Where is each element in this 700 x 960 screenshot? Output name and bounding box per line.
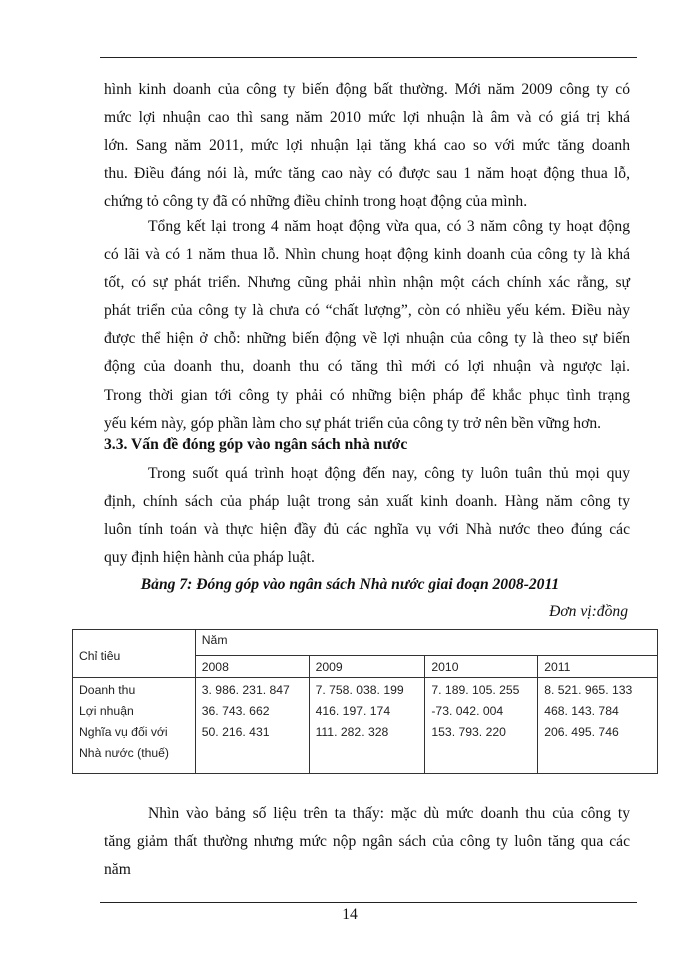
text-line: tốt, có sự phát triển. Nhưng cũng phải nhìn nhận một cách chính xác rằng, sự [104, 274, 630, 292]
value: 3. 986. 231. 847 [201, 683, 290, 697]
value-cell-2011 [538, 678, 658, 774]
text-line: định, chính sách của pháp luật trong sản xuất kinh doanh. Hàng năm công ty [104, 493, 630, 511]
text-line: hình kinh doanh của công ty biến động bất thường. Mới năm 2009 công ty có [104, 81, 630, 98]
year-cell: 2010 [425, 656, 538, 678]
paragraph-compliance [104, 460, 630, 572]
text-line: chứng tỏ công ty đã có những điều chỉnh trong hoạt động của mình. [104, 193, 528, 211]
text-line: Tổng kết lại trong 4 năm hoạt động vừa qua, có 3 năm công ty hoạt động [148, 218, 630, 235]
text-line: có lãi và có 1 năm thua lỗ. Nhìn chung hoạt động kinh doanh của công ty là khá [104, 246, 630, 264]
paragraph-summary [104, 213, 630, 438]
header-year-group-cell: Năm [195, 630, 657, 656]
value: 7. 189. 105. 255 [431, 683, 520, 697]
page-number: 14 [342, 906, 358, 923]
text-line: Trong suốt quá trình hoạt động đến nay, công ty luôn tuân thủ mọi quy [148, 465, 630, 482]
value-cell-2009 [309, 678, 425, 774]
budget-contribution-table [72, 629, 658, 774]
text-line: Nhìn vào bảng số liệu trên ta thấy: mặc dù mức doanh thu của công ty [148, 805, 630, 822]
value: -73. 042. 004 [431, 704, 504, 718]
text-line: yếu kém này, góp phần làm cho sự phát triển của công ty trở nên bền vững hơn. [104, 414, 602, 432]
row-label: Nhà nước (thuế) [79, 746, 169, 760]
text-line: luôn tính toán và thực hiện đầy đủ các nghĩa vụ với Nhà nước theo đúng các [104, 521, 630, 539]
value: 8. 521. 965. 133 [544, 683, 633, 697]
value: 50. 216. 431 [201, 725, 270, 739]
text-line: quy định hiện hành của pháp luật. [104, 549, 315, 567]
table-body-row [73, 678, 658, 774]
text-line: phát triển của công ty là chưa có “chất lượng”, còn có nhiều yếu kém. Điều này [104, 302, 630, 320]
value: 7. 758. 038. 199 [315, 683, 404, 697]
year-cell: 2009 [309, 656, 425, 678]
year-cell: 2011 [538, 656, 658, 678]
value: 468. 143. 784 [544, 704, 619, 718]
value: 416. 197. 174 [315, 704, 391, 718]
text-line: thu. Điều đáng nói là, mức tăng cao này có được sau 1 năm hoạt động thua lỗ, [104, 165, 630, 183]
value-cell-2008 [195, 678, 309, 774]
section-heading: 3.3. Vấn đề đóng góp vào ngân sách nhà nước [104, 436, 408, 453]
text-line: Trong thời gian tới công ty phải có những biện pháp để khắc phục tình trạng [104, 386, 630, 404]
value: 153. 793. 220 [431, 725, 506, 739]
value: 206. 495. 746 [544, 725, 619, 739]
paragraph-business-volatility [104, 76, 630, 216]
value-cell-2010 [425, 678, 538, 774]
table-header-row [73, 630, 658, 656]
text-line: được thể hiện ở chỗ: những biến động về lợi nhuận của công ty là theo sự biến [104, 330, 630, 348]
header-indicator-cell: Chỉ tiêu [73, 630, 196, 678]
year-cell: 2008 [195, 656, 309, 678]
text-line: động của doanh thu, doanh thu có tăng thì mới có lợi nhuận và ngược lại. [104, 358, 630, 376]
value: 111. 282. 328 [315, 725, 389, 739]
text-line: mức lợi nhuận cao thì sang năm 2010 mức lợi nhuận là âm và có giá trị khá [104, 109, 630, 127]
text-line: lớn. Sang năm 2011, mức lợi nhuận lại tăng khá cao so với mức tăng doanh [104, 137, 630, 155]
footer-rule [100, 902, 637, 903]
row-label: Doanh thu [79, 683, 136, 697]
header-rule [100, 57, 637, 58]
text-line: tăng giảm thất thường nhưng mức nộp ngân sách của công ty luôn tăng qua các [104, 833, 630, 851]
row-label: Nghĩa vụ đối với [79, 725, 168, 739]
value: 36. 743. 662 [201, 704, 270, 718]
paragraph-conclusion [104, 800, 630, 884]
row-label: Lợi nhuận [79, 704, 134, 718]
label-cell [73, 678, 196, 774]
text-line: năm [104, 861, 131, 879]
table-unit: Đơn vị:đồng [549, 603, 628, 620]
table-caption: Bảng 7: Đóng góp vào ngân sách Nhà nước giai đoạn 2008-2011 [140, 576, 560, 593]
